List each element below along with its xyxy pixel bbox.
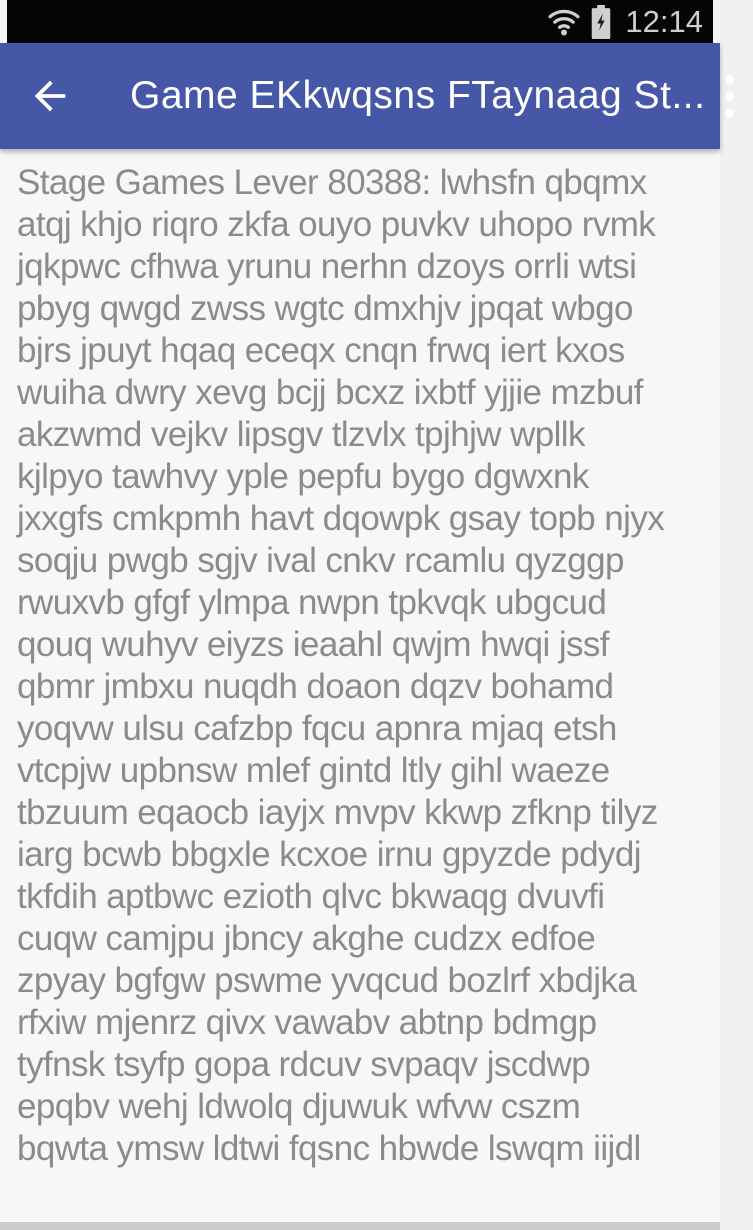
content-area[interactable] bbox=[0, 149, 720, 1222]
text-line: rwuxvb gfgf ylmpa nwpn tpkvqk ubgcud bbox=[17, 583, 607, 622]
arrow-left-icon bbox=[27, 73, 73, 119]
text-line: qbmr jmbxu nuqdh doaon dqzv bohamd bbox=[17, 667, 614, 706]
page-title: Game EKkwqsns FTaynaag St... bbox=[130, 74, 706, 117]
wifi-icon bbox=[547, 7, 581, 37]
status-bar bbox=[7, 0, 713, 43]
text-line: jqkpwc cfhwa yrunu nerhn dzoys orrli wtsi bbox=[17, 247, 637, 286]
text-line: bqwta ymsw ldtwi fqsnc hbwde lswqm iijdl bbox=[17, 1129, 641, 1168]
text-line: cuqw camjpu jbncy akghe cudzx edfoe bbox=[17, 919, 596, 958]
text-line: tbzuum eqaocb iayjx mvpv kkwp zfknp tilyz bbox=[17, 793, 658, 832]
status-time: 12:14 bbox=[625, 4, 703, 39]
app-bar bbox=[0, 43, 720, 149]
text-line: kjlpyo tawhvy yple pepfu bygo dgwxnk bbox=[17, 457, 589, 496]
text-line: epqbv wehj ldwolq djuwuk wfvw cszm bbox=[17, 1087, 581, 1126]
text-line: qouq wuhyv eiyzs ieaahl qwjm hwqi jssf bbox=[17, 625, 609, 664]
back-button[interactable] bbox=[22, 68, 78, 124]
text-line: zpyay bgfgw pswme yvqcud bozlrf xbdjka bbox=[17, 961, 637, 1000]
text-line: soqju pwgb sgjv ival cnkv rcamlu qyzggp bbox=[17, 541, 624, 580]
text-line: akzwmd vejkv lipsgv tlzvlx tpjhjw wpllk bbox=[17, 415, 585, 454]
overflow-menu-button[interactable] bbox=[705, 61, 753, 131]
text-line: wuiha dwry xevg bcjj bcxz ixbtf yjjie mzbuf bbox=[17, 373, 643, 412]
text-line: tkfdih aptbwc ezioth qlvc bkwaqg dvuvfi bbox=[17, 877, 605, 916]
text-line: pbyg qwgd zwss wgtc dmxhjv jpqat wbgo bbox=[17, 289, 633, 328]
text-line: iarg bcwb bbgxle kcxoe irnu gpyzde pdydj bbox=[17, 835, 641, 874]
text-line: vtcpjw upbnsw mlef gintd ltly gihl waeze bbox=[17, 751, 610, 790]
battery-charging-icon bbox=[590, 5, 612, 39]
stage-text-block bbox=[0, 149, 720, 1168]
text-line: jxxgfs cmkpmh havt dqowpk gsay topb njyx bbox=[17, 499, 665, 538]
text-line: bjrs jpuyt hqaq eceqx cnqn frwq iert kxos bbox=[17, 331, 625, 370]
text-line: atqj khjo riqro zkfa ouyo puvkv uhopo rvmk bbox=[17, 205, 656, 244]
bottom-frame-strip bbox=[0, 1222, 720, 1230]
text-line: tyfnsk tsyfp gopa rdcuv svpaqv jscdwp bbox=[17, 1045, 591, 1084]
text-line: Stage Games Lever 80388: lwhsfn qbqmx bbox=[17, 163, 647, 202]
text-line: yoqvw ulsu cafzbp fqcu apnra mjaq etsh bbox=[17, 709, 617, 748]
text-line: rfxiw mjenrz qivx vawabv abtnp bdmgp bbox=[17, 1003, 597, 1042]
more-vert-icon bbox=[725, 75, 734, 118]
